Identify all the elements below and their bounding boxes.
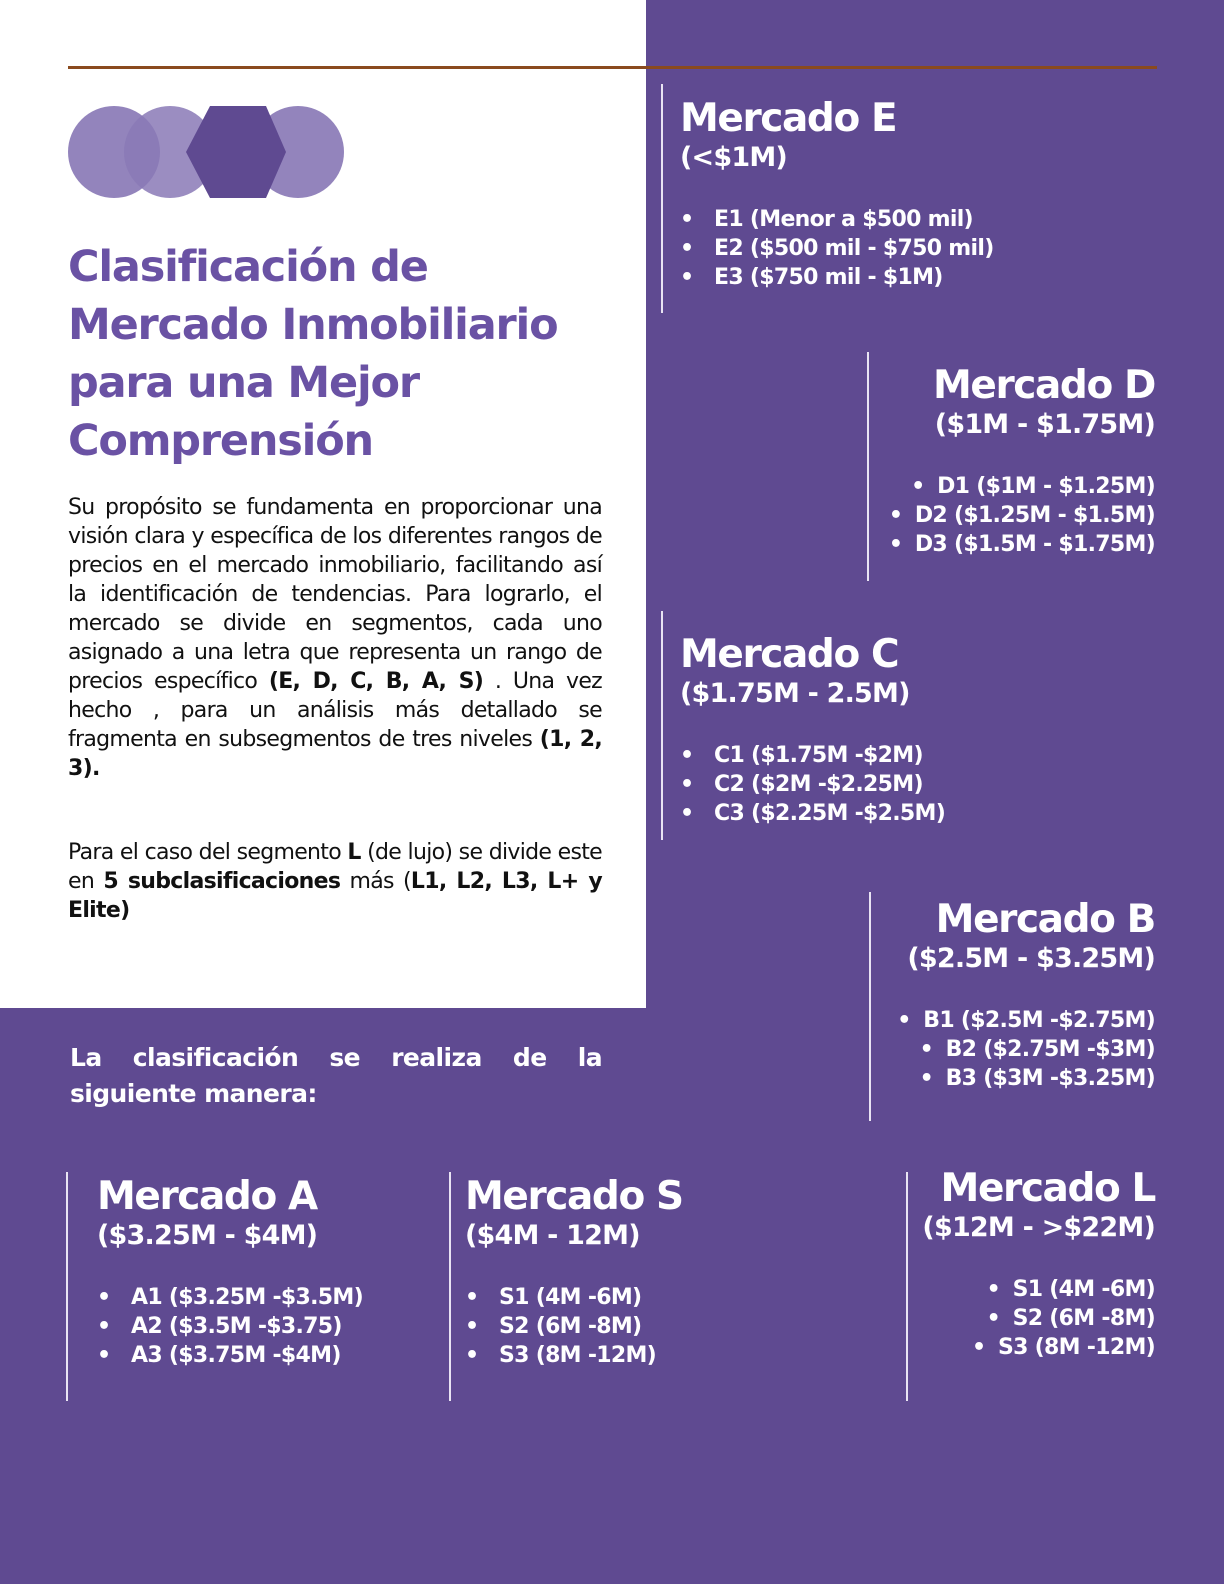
market-s-block (465, 1175, 683, 1370)
intro-text-continued: . Una vez hecho , para un análisis más detallado se fragmenta en subsegmentos de tres niveles (68, 669, 603, 752)
classification-intro: La clasificación se realiza de la siguiente manera: (70, 1043, 602, 1108)
list-item: • C2 ($2M -$2.25M) (680, 770, 945, 799)
list-item: • A1 ($3.25M -$3.5M) (97, 1283, 363, 1312)
list-item: • S3 (8M -12M) (465, 1341, 683, 1370)
page-title (68, 238, 628, 470)
title-line: para una Mejor (68, 358, 419, 408)
market-d-sublist (815, 472, 1155, 559)
market-e-block (680, 97, 994, 292)
market-b-range: ($2.5M - $3.25M) (907, 943, 1155, 974)
market-a-title: Mercado A (97, 1174, 317, 1219)
market-d-title: Mercado D (933, 363, 1155, 408)
list-item: • E2 ($500 mil - $750 mil) (680, 234, 994, 263)
luxury-subclass-list: L1, L2, L3, L+ y Elite (68, 869, 603, 923)
title-line: Clasificación de (68, 242, 428, 292)
market-l-range: ($12M - >$22M) (922, 1212, 1155, 1243)
luxury-paragraph (68, 838, 602, 925)
market-l-divider (906, 1172, 908, 1401)
market-a-range: ($3.25M - $4M) (97, 1220, 318, 1251)
market-s-title: Mercado S (465, 1174, 683, 1219)
title-line: Comprensión (68, 416, 373, 466)
intro-paragraph (68, 493, 602, 783)
market-c-sublist (680, 741, 945, 828)
list-item: • S1 (4M -6M) (915, 1275, 1155, 1304)
market-l-block (915, 1167, 1155, 1362)
market-b-block (815, 898, 1155, 1093)
list-item: • E1 (Menor a $500 mil) (680, 205, 994, 234)
market-a-block (97, 1175, 363, 1370)
list-item: • E3 ($750 mil - $1M) (680, 263, 994, 292)
intro-text: Su propósito se fundamenta en proporcionar una visión clara y específica de los diferentes rangos de precios en el mercado inmobiliario, facilitando así la identificación de tendencias. Para lograrlo, el mercado se divide en segmentos, cada uno asignado a una letra que representa un rango de precios específico (68, 495, 602, 694)
market-d-range: ($1M - $1.75M) (934, 409, 1155, 440)
segments-list: (E, D, C, B, A, S) (268, 669, 484, 694)
market-e-sublist (680, 205, 994, 292)
market-s-sublist (465, 1283, 683, 1370)
market-a-divider (66, 1172, 68, 1401)
market-b-sublist (815, 1006, 1155, 1093)
market-c-title: Mercado C (680, 632, 899, 677)
list-item: • S2 (6M -8M) (915, 1304, 1155, 1333)
market-c-range: ($1.75M - 2.5M) (680, 678, 910, 709)
list-item: • D3 ($1.5M - $1.75M) (815, 530, 1155, 559)
title-line: Mercado Inmobiliario (68, 300, 558, 350)
market-a-sublist (97, 1283, 363, 1370)
market-e-range: (<$1M) (680, 142, 787, 173)
list-item: • B1 ($2.5M -$2.75M) (815, 1006, 1155, 1035)
market-c-divider (661, 611, 663, 840)
list-item: • D1 ($1M - $1.25M) (815, 472, 1155, 501)
list-item: • S2 (6M -8M) (465, 1312, 683, 1341)
luxury-segment-letter: L (347, 840, 361, 865)
list-item: • S1 (4M -6M) (465, 1283, 683, 1312)
levels-list: (1, 2, 3). (68, 727, 602, 781)
market-s-range: ($4M - 12M) (465, 1220, 640, 1251)
market-b-title: Mercado B (935, 897, 1155, 942)
list-item: • B2 ($2.75M -$3M) (815, 1035, 1155, 1064)
list-item: • C3 ($2.25M -$2.5M) (680, 799, 945, 828)
list-item: • D2 ($1.25M - $1.5M) (815, 501, 1155, 530)
list-item: • A3 ($3.75M -$4M) (97, 1341, 363, 1370)
list-item: • B3 ($3M -$3.25M) (815, 1064, 1155, 1093)
overlapping-circles-hexagon-icon (68, 106, 344, 198)
luxury-text: Para el caso del segmento (68, 840, 341, 865)
top-divider-line (68, 66, 1157, 69)
market-e-title: Mercado E (680, 96, 897, 141)
market-s-divider (449, 1172, 451, 1401)
list-item: • C1 ($1.75M -$2M) (680, 741, 945, 770)
subclassification-count: 5 subclasificaciones (103, 869, 341, 894)
market-e-divider (661, 84, 663, 313)
luxury-text-more: más ( (349, 869, 411, 894)
luxury-text-continued: (de lujo) se divide este en (68, 840, 602, 894)
market-l-sublist (915, 1275, 1155, 1362)
market-d-block (815, 364, 1155, 559)
list-item: • A2 ($3.5M -$3.75) (97, 1312, 363, 1341)
luxury-closing-paren: ) (120, 898, 130, 923)
list-item: • S3 (8M -12M) (915, 1333, 1155, 1362)
market-l-title: Mercado L (940, 1166, 1155, 1211)
market-c-block (680, 633, 945, 828)
